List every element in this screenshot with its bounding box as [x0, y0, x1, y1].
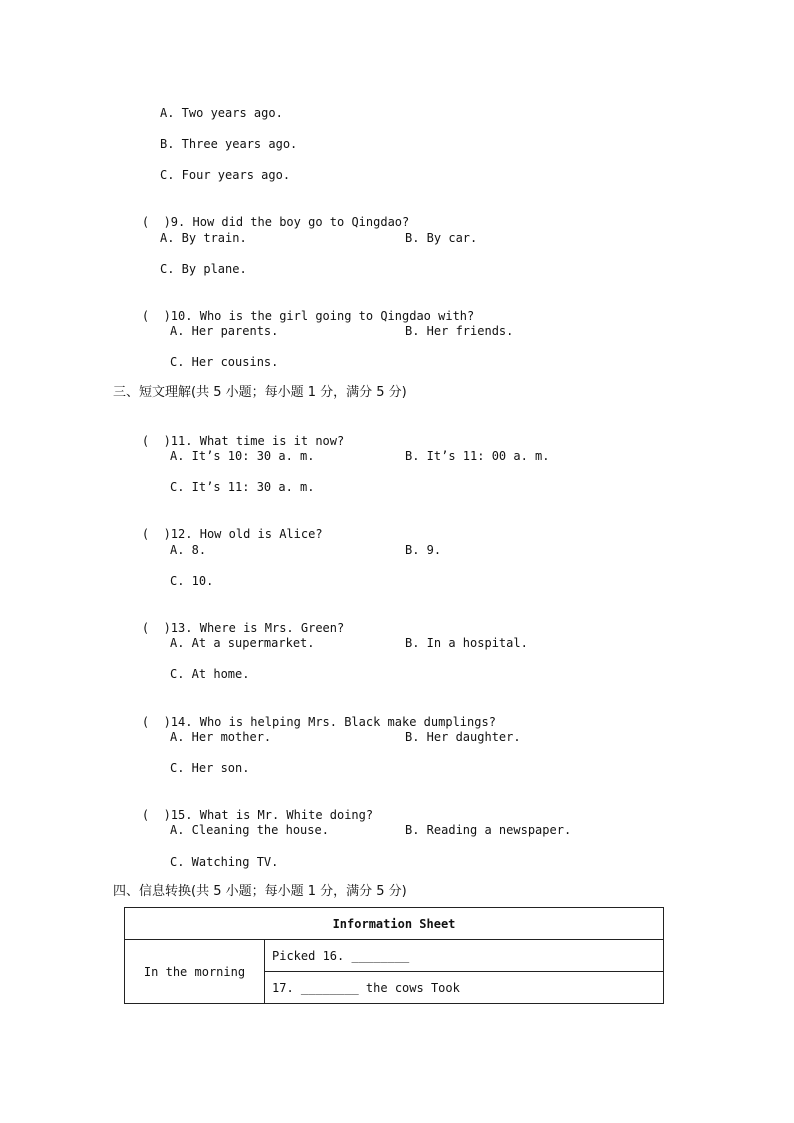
- question-9-number: ( )9.: [141, 215, 186, 229]
- q11-option-c: C. It’s 11: 30 a. m.: [170, 480, 315, 494]
- q11-option-b: B. It’s 11: 00 a. m.: [405, 449, 550, 463]
- q9-option-a: A. By train.: [160, 231, 247, 245]
- item-16-cell: Picked 16. ________: [265, 940, 664, 972]
- question-11-text: What time is it now?: [199, 434, 345, 448]
- question-13-number: ( )13.: [141, 621, 193, 635]
- information-sheet-title: Information Sheet: [125, 908, 664, 940]
- question-14-number: ( )14.: [141, 715, 193, 729]
- item-17-cell: 17. ________ the cows Took: [265, 972, 664, 1004]
- q11-option-a: A. It’s 10: 30 a. m.: [170, 449, 315, 463]
- q12-option-a: A. 8.: [170, 543, 207, 557]
- q13-option-b: B. In a hospital.: [405, 636, 528, 650]
- question-9: [113, 198, 409, 246]
- question-10-text: Who is the girl going to Qingdao with?: [199, 309, 475, 323]
- question-10-number: ( )10.: [141, 309, 193, 323]
- q8-option-b: B. Three years ago.: [160, 137, 298, 151]
- q15-option-b: B. Reading a newspaper.: [405, 823, 572, 837]
- section-3-heading: 三、短文理解(共 5 小题；每小题 1 分，满分 5 分): [113, 385, 407, 400]
- q14-option-a: A. Her mother.: [170, 730, 272, 744]
- q12-option-b: B. 9.: [405, 543, 442, 557]
- q10-option-a: A. Her parents.: [170, 324, 279, 338]
- question-9-text: How did the boy go to Qingdao?: [192, 215, 410, 229]
- q9-option-c: C. By plane.: [160, 262, 247, 276]
- question-11-number: ( )11.: [141, 434, 193, 448]
- question-12: [113, 510, 323, 558]
- information-sheet-table: [124, 907, 664, 1004]
- q8-option-a: A. Two years ago.: [160, 106, 283, 120]
- q13-option-c: C. At home.: [170, 667, 250, 681]
- q9-option-b: B. By car.: [405, 231, 478, 245]
- question-13-text: Where is Mrs. Green?: [199, 621, 345, 635]
- q13-option-a: A. At a supermarket.: [170, 636, 315, 650]
- question-12-number: ( )12.: [141, 527, 193, 541]
- q8-option-c: C. Four years ago.: [160, 168, 291, 182]
- q14-option-b: B. Her daughter.: [405, 730, 521, 744]
- q14-option-c: C. Her son.: [170, 761, 250, 775]
- section-4-heading: 四、信息转换(共 5 小题；每小题 1 分，满分 5 分): [113, 884, 407, 899]
- q15-option-a: A. Cleaning the house.: [170, 823, 329, 837]
- q10-option-b: B. Her friends.: [405, 324, 514, 338]
- q10-option-c: C. Her cousins.: [170, 355, 279, 369]
- table-row: [125, 940, 664, 972]
- question-15-text: What is Mr. White doing?: [199, 808, 374, 822]
- q12-option-c: C. 10.: [170, 574, 214, 588]
- in-the-morning-label: In the morning: [125, 940, 265, 1004]
- q15-option-c: C. Watching TV.: [170, 855, 279, 869]
- table-header-row: [125, 908, 664, 940]
- question-12-text: How old is Alice?: [199, 527, 323, 541]
- question-15-number: ( )15.: [141, 808, 193, 822]
- question-14-text: Who is helping Mrs. Black make dumplings?: [199, 715, 496, 729]
